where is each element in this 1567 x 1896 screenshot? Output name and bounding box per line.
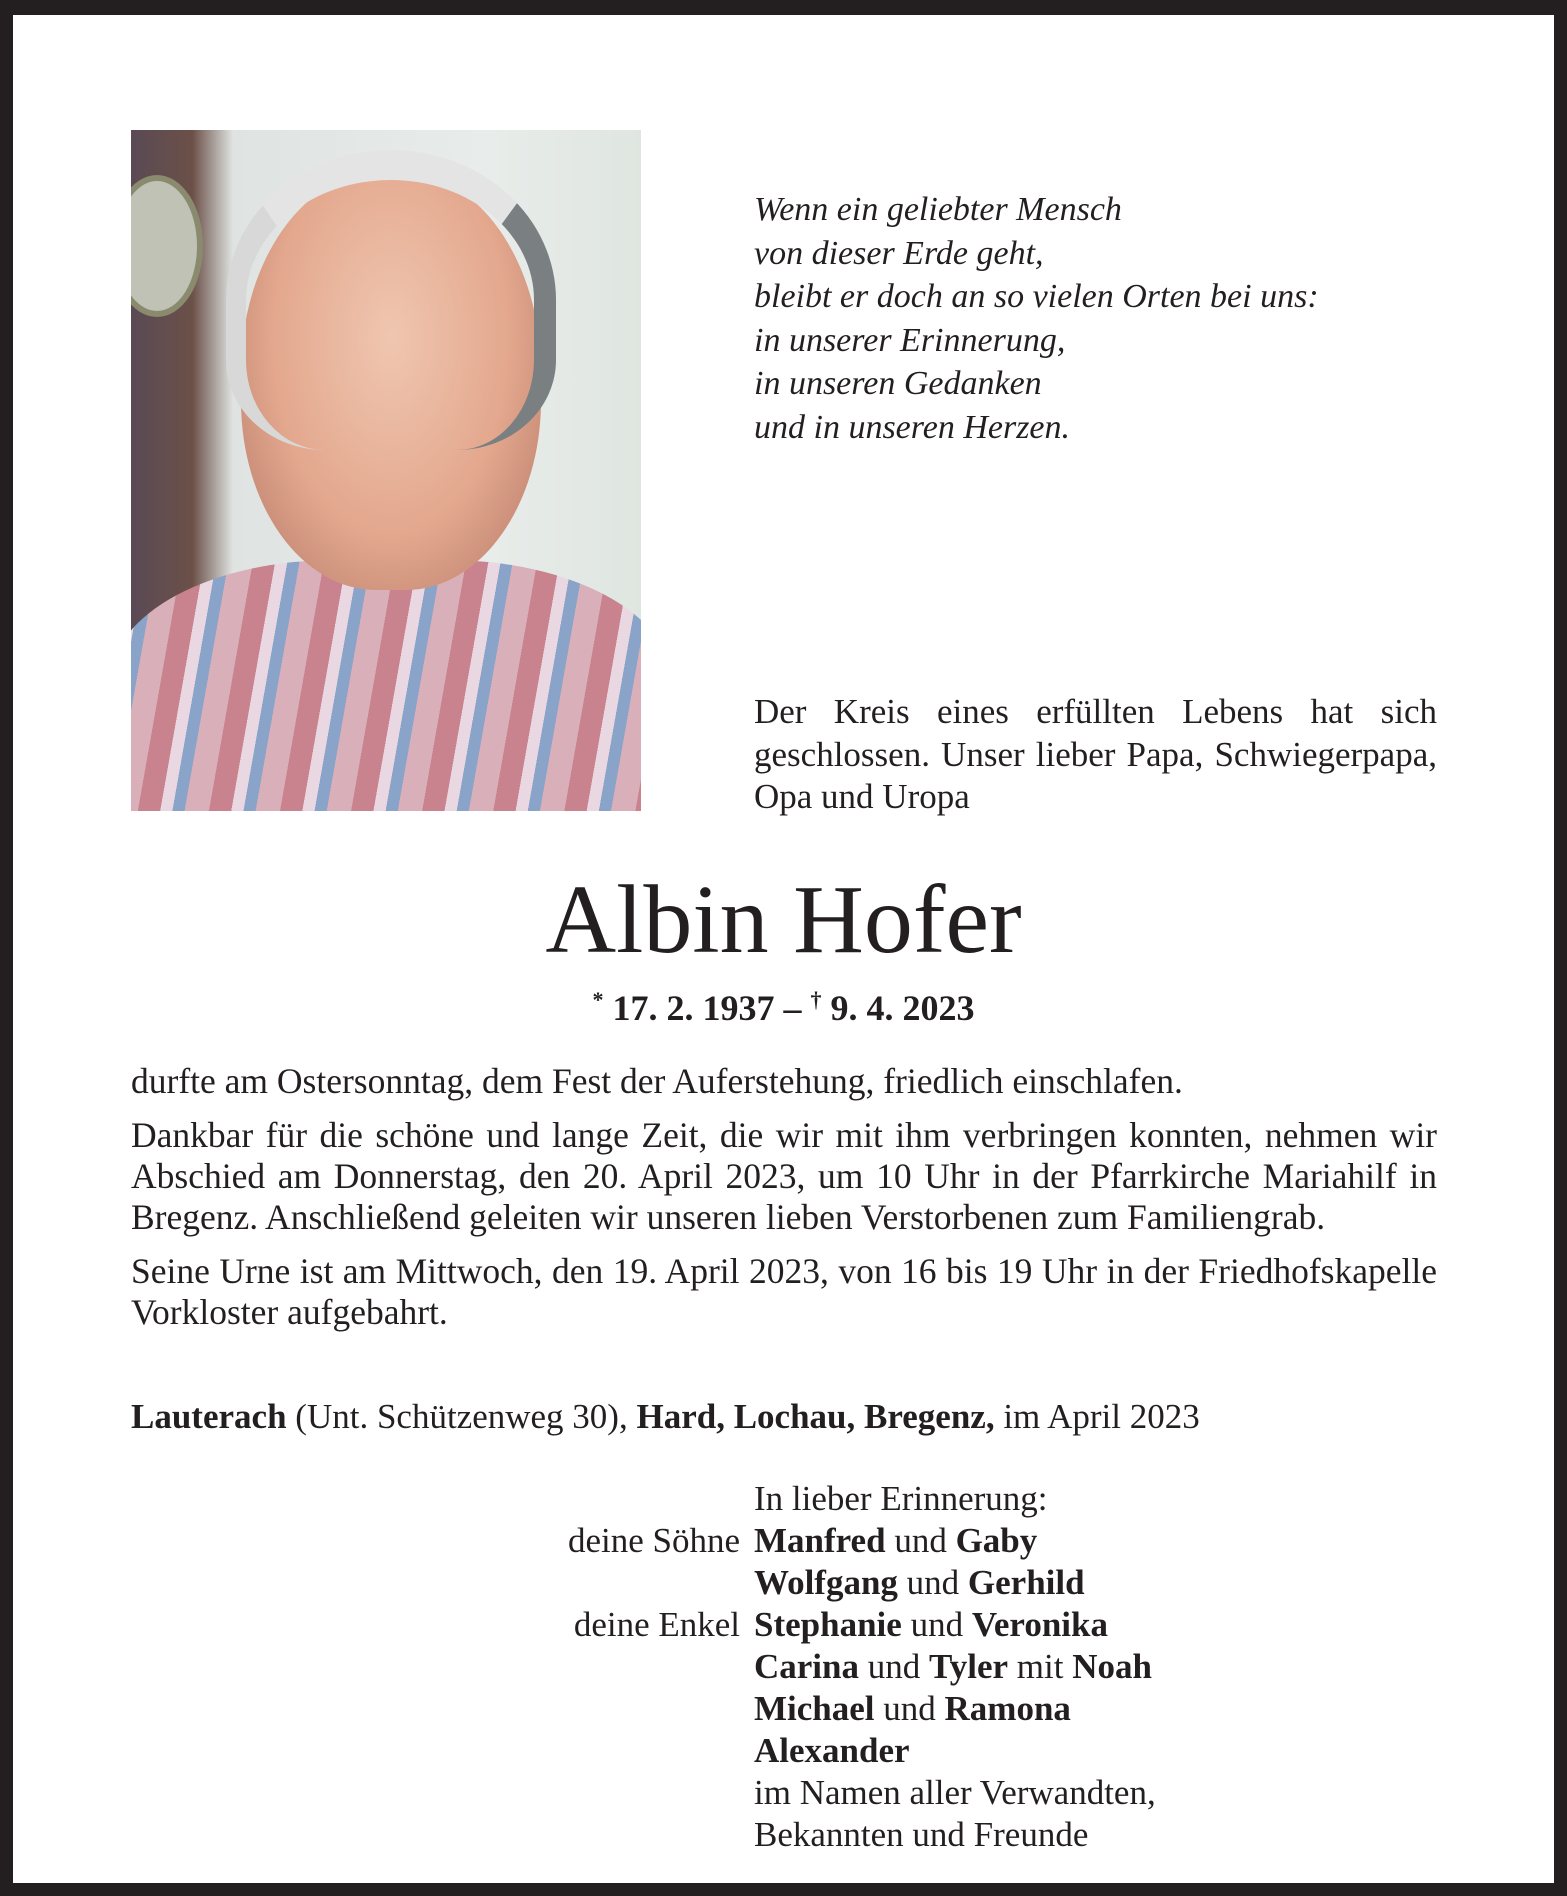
- place-date: im April 2023: [994, 1397, 1200, 1436]
- family-row: Wolfgang und Gerhild: [754, 1563, 1085, 1602]
- family-row: Carina und Tyler mit Noah: [754, 1647, 1152, 1686]
- poem-line: Wenn ein geliebter Mensch: [754, 191, 1122, 228]
- grandchildren-label: deine Enkel: [573, 1605, 740, 1644]
- signature-heading: In lieber Erinnerung:: [754, 1479, 1048, 1518]
- poem-line: von dieser Erde geht,: [754, 234, 1044, 272]
- signature-block: [13, 1478, 1554, 1856]
- family-row: Stephanie und Veronika: [754, 1605, 1108, 1644]
- sons-label: deine Söhne: [567, 1521, 740, 1560]
- birth-date: 17. 2. 1937: [612, 988, 775, 1028]
- life-dates: [13, 987, 1554, 1029]
- place-address: (Unt. Schützenweg 30),: [286, 1397, 637, 1436]
- clock-background: [131, 175, 203, 317]
- family-row: Alexander: [754, 1731, 910, 1770]
- body-paragraph: durfte am Ostersonntag, dem Fest der Auferstehung, friedlich einschlafen.: [131, 1061, 1183, 1101]
- poem-line: und in unseren Herzen.: [754, 408, 1071, 446]
- hair: [226, 150, 556, 450]
- place-line: [131, 1397, 1200, 1437]
- family-row: Manfred und Gaby: [754, 1521, 1038, 1560]
- closing-line: im Namen aller Verwandten,: [754, 1773, 1156, 1812]
- place-town: Lauterach: [131, 1397, 287, 1436]
- obituary-page: [13, 15, 1554, 1883]
- intro-text: Der Kreis eines erfüllten Lebens hat sich geschlossen. Unser lieber Papa, Schwiegerpapa, Opa und Uropa: [754, 692, 1437, 816]
- body-paragraph: Dankbar für die schöne und lange Zeit, die wir mit ihm verbringen konnten, nehmen wir Abschied am Donnerstag, den 20. April 2023, um 10 Uhr in der Pfarrkirche Mariahilf in Bregenz. Anschließend geleiten wir unseren lieben Verstorbenen zum Familiengrab.: [131, 1115, 1437, 1237]
- poem-line: in unserer Erinnerung,: [754, 321, 1066, 359]
- striped-shirt: [131, 560, 641, 811]
- closing-line: Bekannten und Freunde: [754, 1815, 1089, 1854]
- place-others: Hard, Lochau, Bregenz,: [636, 1397, 995, 1436]
- date-separator: –: [774, 988, 811, 1028]
- poem-line: in unseren Gedanken: [754, 365, 1042, 402]
- deceased-name: Albin Hofer: [545, 866, 1022, 974]
- poem: [754, 188, 1319, 449]
- death-date: 9. 4. 2023: [830, 988, 975, 1028]
- poem-line: bleibt er doch an so vielen Orten bei uns:: [754, 278, 1319, 315]
- body-paragraph: Seine Urne ist am Mittwoch, den 19. April 2023, von 16 bis 19 Uhr in der Friedhofskapelle Vorkloster aufgebahrt.: [131, 1251, 1437, 1332]
- obituary-body: [131, 1061, 1437, 1346]
- portrait-photo: [131, 130, 641, 811]
- birth-symbol: *: [592, 987, 604, 1012]
- family-row: Michael und Ramona: [754, 1689, 1071, 1728]
- death-symbol: †: [810, 987, 822, 1012]
